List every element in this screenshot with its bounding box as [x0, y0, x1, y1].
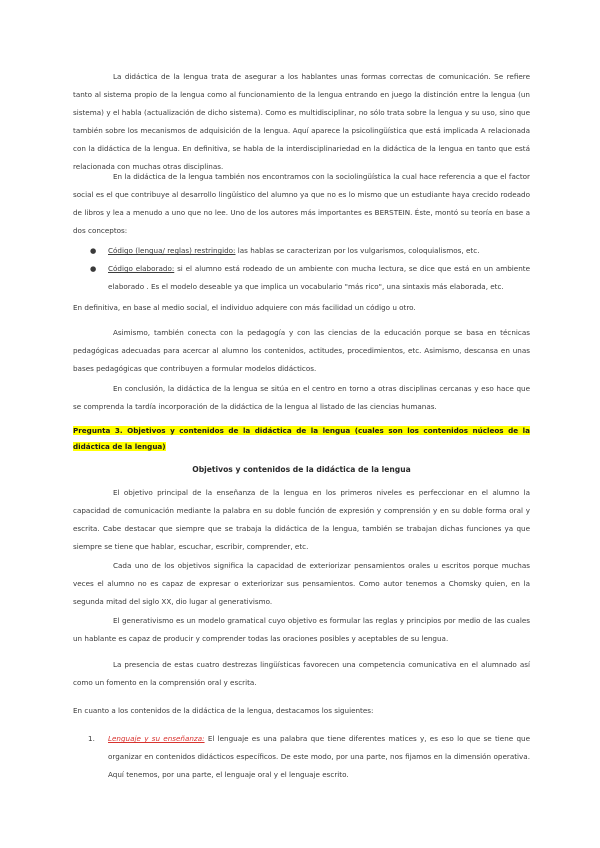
section-title: Objetivos y contenidos de la didáctica de la lengua	[192, 465, 411, 474]
list-item	[88, 260, 530, 296]
bullet-text: si el alumno está rodeado de un ambiente con mucha lectura, se dice que está en un ambiente elaborado . Es el modelo deseable ya que implica un vocabulario "más rico", una sintaxis más elaborada, etc.	[108, 264, 530, 291]
contents-numbered-list	[88, 730, 530, 784]
item-term: Lenguaje y su enseñanza:	[108, 734, 205, 743]
paragraph-objetivo-principal: El objetivo principal de la enseñanza de la lengua en los primeros niveles es perfeccionar en el alumno la capacidad de comunicación mediante la palabra en su doble función de expresión y comprensión y en su doble forma oral y escrita. Cabe destacar que siempre que se trabaja la didáctica de la lengua, también se trabajan dichas funciones ya que siempre se tiene que hablar, escuchar, escribir, comprender, etc.	[73, 488, 530, 551]
paragraph-generativismo: El generativismo es un modelo gramatical cuyo objetivo es formular las reglas y principios por medio de las cuales un hablante es capaz de producir y comprender todas las oraciones posibles y aceptables de su lengua.	[73, 616, 530, 643]
paragraph-objetivos-chomsky: Cada uno de los objetivos significa la capacidad de exteriorizar pensamientos orales u escritos porque muchas veces el alumno no es capaz de expresar o exteriorizar sus pensamientos. Como autor tenemos a Chomsky quien, en la segunda mitad del siglo XX, dio lugar al generativismo.	[73, 561, 530, 606]
paragraph-pedagogia: Asimismo, también conecta con la pedagogía y con las ciencias de la educación porque se basa en técnicas pedagógicas adecuadas para acercar al alumno los contenidos, actitudes, procedimientos, etc. Asimismo, descansa en unas bases pedagógicas que contribuyen a formular modelos didácticos.	[73, 328, 530, 373]
codes-bullet-list	[88, 242, 530, 296]
paragraph-conclusion: En conclusión, la didáctica de la lengua se sitúa en el centro en torno a otras disciplinas cercanas y eso hace que se comprenda la tardía incorporación de la didáctica de la lengua al listado de las ciencias humanas.	[73, 384, 530, 411]
item-number: 1.	[88, 734, 95, 743]
paragraph-didactica-intro: La didáctica de la lengua trata de asegurar a los hablantes unas formas correctas de comunicación. Se refiere tanto al sistema propio de la lengua como al funcionamiento de la lengua entrando en juego la distinción entre la lengua (un sistema) y el habla (actualización de dicho sistema). Como es multidisciplinar, no sólo trata sobre la lengua y su uso, sino que también sobre los mecanismos de adquisición de la lengua. Aquí aparece la psicolingüística que está implicada A relacionada con la didáctica de la lengua. En definitiva, se habla de la interdisciplinariedad en la didáctica de la lengua en tanto que está relacionada con muchas otras disciplinas.	[73, 72, 530, 171]
bullet-icon: ●	[90, 264, 97, 273]
list-item	[88, 730, 530, 784]
bullet-text: las hablas se caracterizan por los vulgarismos, coloquialismos, etc.	[235, 246, 480, 255]
bullet-term: Código elaborado:	[108, 264, 175, 273]
highlighted-question: Pregunta 3. Objetivos y contenidos de la didáctica de la lengua (cuales son los contenidos núcleos de la didáctica de la lengua)	[73, 426, 530, 451]
paragraph-medio-social: En definitiva, en base al medio social, el individuo adquiere con más facilidad un código u otro.	[73, 303, 416, 312]
paragraph-contenidos-intro: En cuanto a los contenidos de la didáctica de la lengua, destacamos los siguientes:	[73, 706, 374, 715]
paragraph-sociolinguistica: En la didáctica de la lengua también nos encontramos con la sociolingüística la cual hace referencia a que el factor social es el que contribuye al desarrollo lingüístico del alumno ya que no es lo mismo que un estudiante haya crecido rodeado de libros y lea a menudo a uno que no lee. Uno de los autores más importantes es BERSTEIN. Éste, montó su teoría en base a dos conceptos:	[73, 172, 530, 235]
bullet-icon: ●	[90, 246, 97, 255]
paragraph-destrezas: La presencia de estas cuatro destrezas lingüísticas favorecen una competencia comunicativa en el alumnado así como un fomento en la comprensión oral y escrita.	[73, 660, 530, 687]
item-text: El lenguaje es una palabra que tiene diferentes matices y, es eso lo que se tiene que organizar en contenidos didácticos específicos. De este modo, por una parte, nos fijamos en la dimensión operativa. Aquí tenemos, por una parte, el lenguaje oral y el lenguaje escrito.	[108, 734, 530, 779]
question-heading	[73, 423, 530, 455]
bullet-term: Código (lengua/ reglas) restringido:	[108, 246, 236, 255]
list-item	[88, 242, 530, 260]
